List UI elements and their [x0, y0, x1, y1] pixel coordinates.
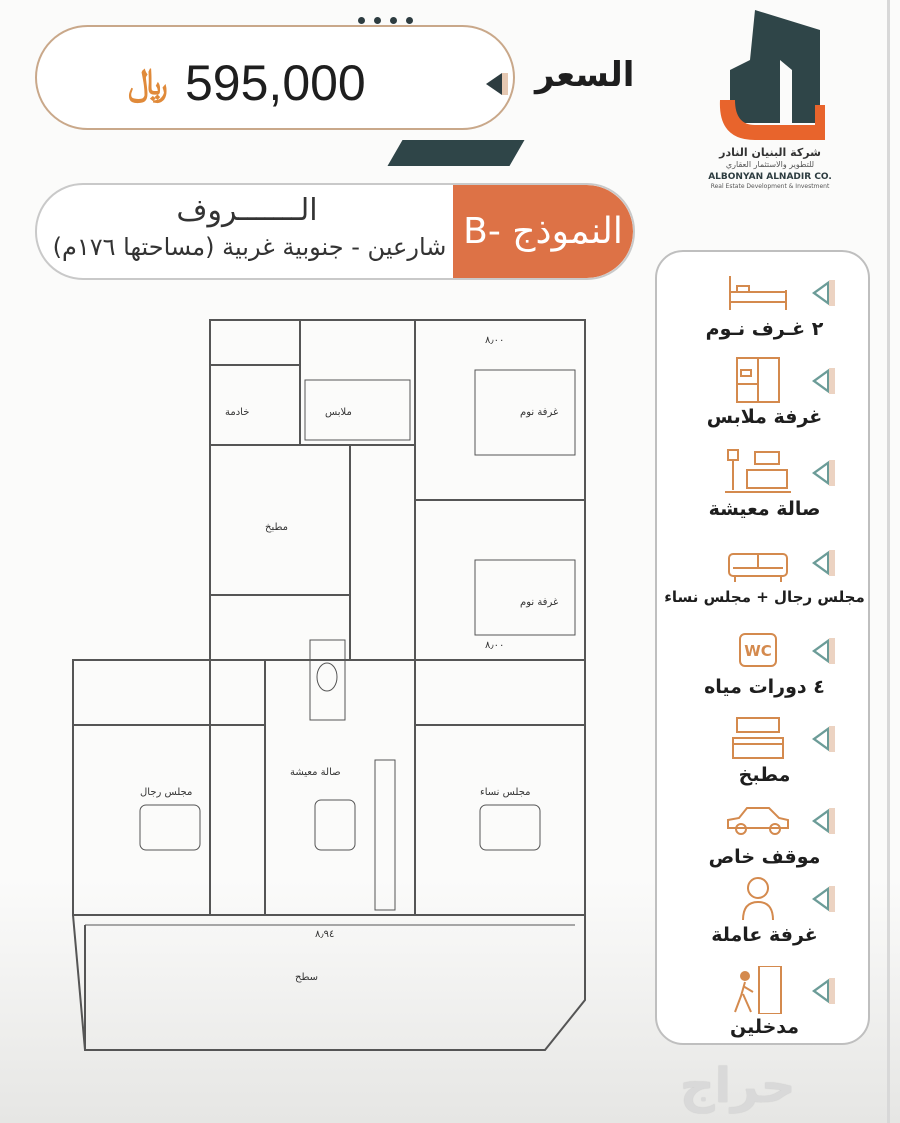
- unit-details: شارعين - جنوبية غربية (مساحتها ١٧٦م): [52, 233, 447, 261]
- sofa-icon: [725, 538, 791, 586]
- pointer-icon: [812, 726, 830, 752]
- logo-tagline-ar: للتطوير والاستثمار العقاري: [725, 160, 815, 169]
- room-label-kitchen: مطبخ: [265, 522, 289, 533]
- dim-bottom: ٨٫٩٤: [315, 929, 335, 940]
- pointer-icon: [812, 460, 830, 486]
- room-label-men: مجلس رجال: [140, 787, 193, 798]
- wardrobe-icon: [725, 356, 791, 404]
- feature-label: ٤ دورات مياه: [704, 676, 825, 698]
- feature-kitchen: [657, 700, 872, 788]
- feature-bathrooms: [657, 612, 872, 700]
- car-icon: [725, 796, 791, 844]
- feature-label: ٢ غـرف نـوم: [705, 318, 824, 340]
- feature-label: غرفة ملابس: [706, 406, 823, 428]
- room-label-women: مجلس نساء: [480, 787, 531, 798]
- floor-plan: [65, 315, 595, 1055]
- feature-living-room: [657, 434, 872, 522]
- dim-top: ٨٫٠٠: [485, 335, 505, 346]
- room-label-roof: سطح: [295, 972, 319, 983]
- logo-name-ar: شركة البنيان النادر: [719, 146, 821, 159]
- pointer-icon: [812, 368, 830, 394]
- wc-icon: [725, 626, 791, 674]
- pointer-icon: [812, 638, 830, 664]
- pointer-icon: [812, 886, 830, 912]
- feature-label: صالة معيشة: [708, 498, 821, 520]
- room-label-bedroom-2: غرفة نوم: [520, 597, 559, 608]
- features-panel: [655, 250, 870, 1045]
- pointer-icon: [812, 978, 830, 1004]
- riyal-symbol: ﷼: [128, 62, 168, 103]
- pointer-icon: [812, 808, 830, 834]
- living-room-icon: [725, 448, 791, 496]
- maid-icon: [725, 874, 791, 922]
- bed-icon: [725, 268, 791, 316]
- dim-mid: ٨٫٠٠: [485, 640, 505, 651]
- feature-label: مجلس رجال + مجلس نساء: [664, 588, 865, 606]
- feature-parking: [657, 782, 872, 870]
- room-label-dressing: ملابس: [325, 407, 352, 418]
- district-name: الـــــــروف: [176, 193, 318, 228]
- feature-majlis: [657, 524, 872, 612]
- pointer-icon: [486, 73, 502, 95]
- feature-dressing-room: [657, 342, 872, 430]
- room-label-maid: خادمة: [225, 407, 250, 418]
- feature-label: مدخلين: [729, 1016, 800, 1038]
- room-label-living: صالة معيشة: [290, 767, 341, 778]
- price-value: 595,000: [185, 55, 366, 111]
- feature-label: غرفة عاملة: [711, 924, 818, 946]
- decorative-dots: [358, 17, 413, 24]
- svg-text:WC: WC: [744, 642, 772, 660]
- entrance-icon: [725, 966, 791, 1014]
- model-badge: النموذج -B: [453, 185, 633, 278]
- feature-maid-room: [657, 860, 872, 948]
- decorative-slab: [387, 140, 524, 166]
- pointer-bar: [502, 73, 508, 95]
- feature-bedrooms: [657, 254, 872, 342]
- logo-name-en: ALBONYAN ALNADIR CO.: [708, 172, 832, 182]
- title-box: [35, 183, 635, 280]
- pointer-icon: [812, 280, 830, 306]
- kitchen-icon: [725, 714, 791, 762]
- feature-label: موقف خاص: [708, 846, 821, 868]
- feature-entrances: [657, 952, 872, 1040]
- watermark: حراج: [680, 1058, 796, 1114]
- logo-tagline-en: Real Estate Development & Investment: [710, 183, 830, 190]
- room-label-bedroom-1: غرفة نوم: [520, 407, 559, 418]
- price-label: السعر: [535, 55, 635, 95]
- pointer-icon: [812, 550, 830, 576]
- feature-label: مطبخ: [738, 764, 791, 786]
